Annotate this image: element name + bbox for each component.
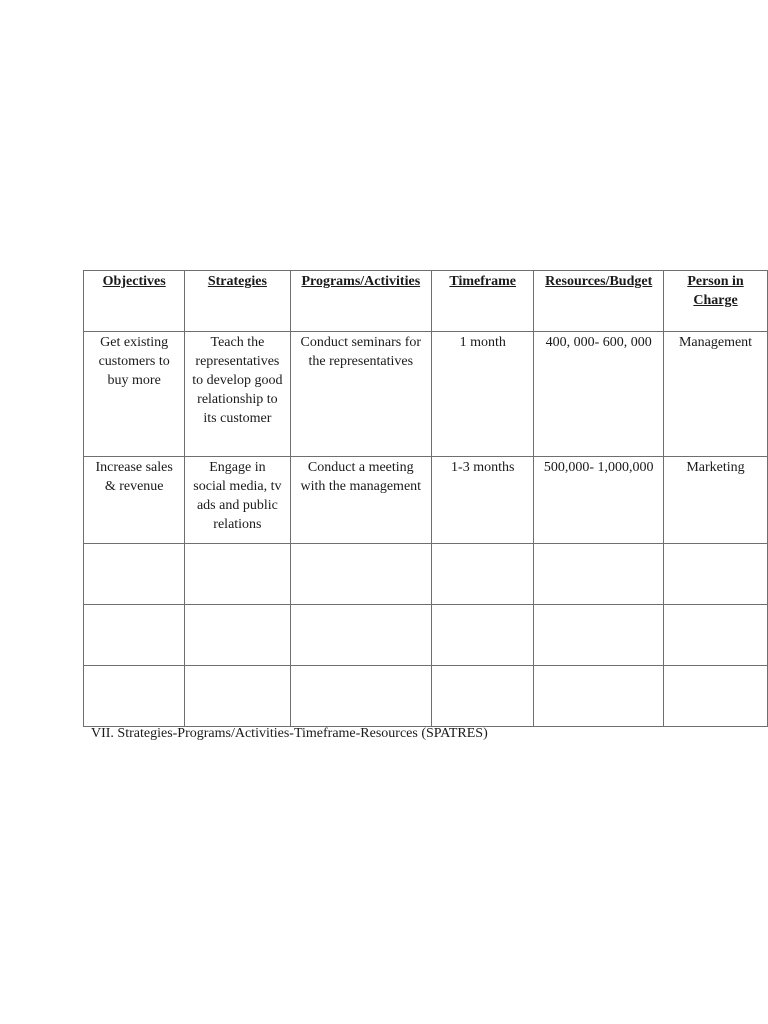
cell-person <box>664 544 768 605</box>
cell-strategy: Teach the representatives to develop good relationship to its customer <box>185 332 290 457</box>
cell-objective <box>84 544 185 605</box>
header-timeframe: Timeframe <box>432 271 534 332</box>
cell-budget <box>534 544 664 605</box>
cell-program: Conduct seminars for the representatives <box>290 332 432 457</box>
header-person-in-charge: Person in Charge <box>664 271 768 332</box>
cell-timeframe: 1-3 months <box>432 457 534 544</box>
cell-person <box>664 666 768 727</box>
cell-program <box>290 666 432 727</box>
table-header-row <box>84 271 768 332</box>
cell-strategy <box>185 666 290 727</box>
cell-program: Conduct a meeting with the management <box>290 457 432 544</box>
cell-budget <box>534 605 664 666</box>
cell-budget: 400, 000- 600, 000 <box>534 332 664 457</box>
table-row <box>84 605 768 666</box>
table-caption: VII. Strategies-Programs/Activities-Timeframe-Resources (SPATRES) <box>91 726 488 741</box>
spatres-table <box>83 270 768 727</box>
cell-timeframe <box>432 605 534 666</box>
table-row <box>84 332 768 457</box>
cell-budget: 500,000- 1,000,000 <box>534 457 664 544</box>
table-row <box>84 544 768 605</box>
cell-objective <box>84 605 185 666</box>
cell-strategy: Engage in social media, tv ads and public relations <box>185 457 290 544</box>
cell-person: Marketing <box>664 457 768 544</box>
header-programs-activities: Programs/Activities <box>290 271 432 332</box>
cell-person: Management <box>664 332 768 457</box>
cell-budget <box>534 666 664 727</box>
cell-strategy <box>185 544 290 605</box>
cell-program <box>290 605 432 666</box>
table-row <box>84 666 768 727</box>
cell-person <box>664 605 768 666</box>
cell-objective: Increase sales & revenue <box>84 457 185 544</box>
cell-strategy <box>185 605 290 666</box>
cell-timeframe: 1 month <box>432 332 534 457</box>
cell-objective: Get existing customers to buy more <box>84 332 185 457</box>
header-strategies: Strategies <box>185 271 290 332</box>
cell-timeframe <box>432 666 534 727</box>
cell-program <box>290 544 432 605</box>
table-row <box>84 457 768 544</box>
header-objectives: Objectives <box>84 271 185 332</box>
cell-timeframe <box>432 544 534 605</box>
cell-objective <box>84 666 185 727</box>
header-resources-budget: Resources/Budget <box>534 271 664 332</box>
